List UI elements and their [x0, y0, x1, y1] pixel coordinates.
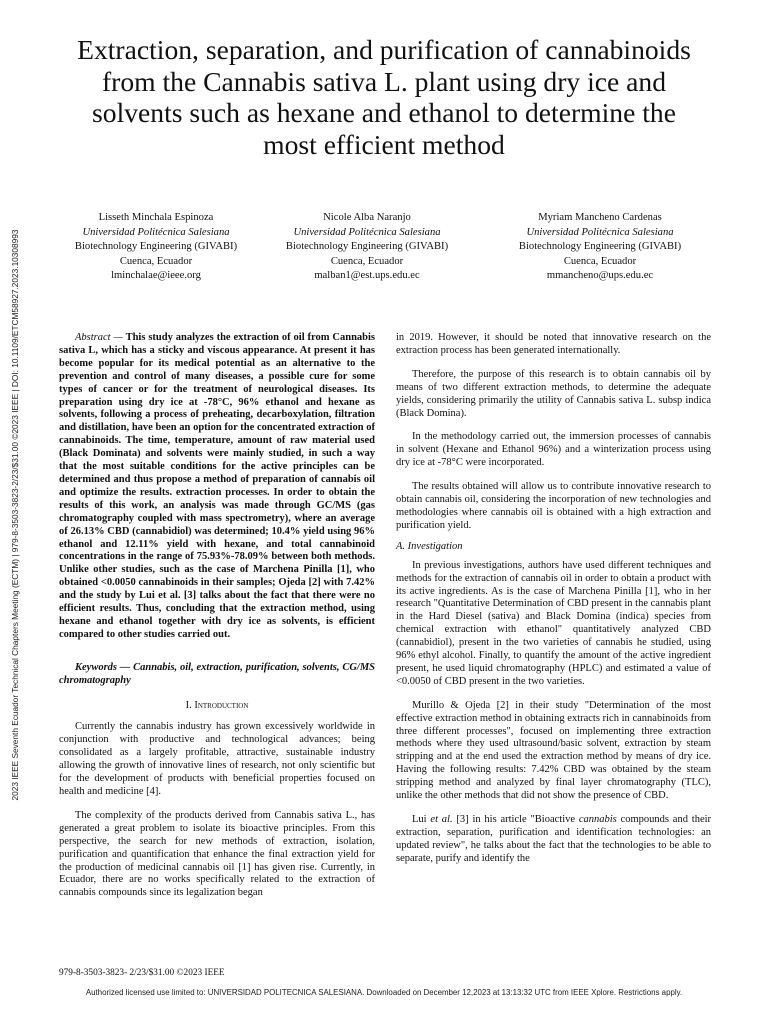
abstract-text: This study analyzes the extraction of oil from Cannabis sativa L, which has a sticky and viscous appearance. At present it has become popular for its medical potential as an alternative to the prevention and control of many diseases, a possible cure for some types of cancer or for the treatment of neurological diseases. Its preparation using dry ice at -78°C, 96% ethanol and hexane as solvents, following a process of preheating, decarboxylation, filtration and distillation, have been an option for the concentrated extraction of cannabinoids. The time, temperature, amount of raw material used (Black Dominata) and solvents were mainly studied, in such a way that the most suitable conditions for the active principles can be determined and thus propose a method of preparation of cannabis oil and optimize the results. extraction processes. In order to obtain the results of this work, an analysis was made through GC/MS (gas chromatography coupled with mass spectrometry), where an average of 26.13% CBD (cannabidiol) was determined; 10.4% yield using 96% ethanol and 12.11% yield with hexane, and total cannabinoid concentrations in the range of 75.93%-78.09% between both methods. Unlike other studies, such as the case of Marchena Pinilla [1], who obtained <0.0050 cannabinoids in their samples; Ojeda [2] with 7.42% and the study by Lui et al. [3] talks about the fact that there were no efficient results. Thus, concluding that the extraction method, using hexane and ethanol together with dry ice as solvents, is efficient compared to other studies carried out.: [59, 332, 376, 640]
author-city: Cuenca, Ecuador: [563, 255, 637, 267]
lui-author: Lui: [412, 814, 427, 825]
author-email: mmancheno@ups.edu.ec: [546, 270, 654, 282]
author-department: Biotechnology Engineering (GIVABI): [285, 241, 449, 253]
author-name: Myriam Mancheno Cardenas: [538, 212, 662, 223]
paper-title: Extraction, separation, and purification of cannabinoids from the Cannabis sativa L. plant using dry ice and solvents such as hexane and ethanol to determine the most efficient method: [77, 34, 691, 160]
section-title: Introduction: [194, 699, 249, 711]
right-column: [396, 332, 711, 866]
intro-paragraph-2: The complexity of the products derived from Cannabis sativa L., has generated a great problem to isolate its bioactive principles. From this perspective, the search for new methods of extraction, isolation, purification and quantification that enhance the final extraction yield for the production of medicinal cannabis oil [1] has given rise. Currently, in Ecuador, there are no works specifically related to the extraction of cannabis compounds since its legalization began: [59, 809, 375, 899]
author-block-3: [485, 211, 715, 284]
subsection-heading-investigation: A. Investigation: [396, 540, 463, 552]
license-notice: Authorized licensed use limited to: UNIVERSIDAD POLITECNICA SALESIANA. Downloaded on December 12,2023 at 13:13:32 UTC from IEEE Xplore. Restrictions apply.: [85, 988, 683, 997]
lui-italic-word: cannabis: [578, 814, 617, 825]
author-name: Lisseth Minchala Espinoza: [98, 212, 214, 223]
author-email: lminchalae@ieee.org: [111, 270, 201, 282]
author-affiliation: Universidad Politécnica Salesiana: [526, 226, 674, 238]
author-email: malban1@est.ups.edu.ec: [314, 270, 420, 282]
investigation-paragraph-1: In previous investigations, authors have used different techniques and methods for the extraction of cannabis oil in order to obtain a product with its active ingredients. As is the case of Marchena Pinilla [1], who in her research "Quantitative Determination of CBD present in the cannabis plant in the Hard Diesel (sativa) and Black Domina (indica) species from chemical extraction with ethanol" quantitatively analyzed CBD (cannabidiol), present in the two varieties of cannabis he studied, using 96% ethyl alcohol. Finally, to quantify the amount of the active ingredient present, he used liquid chromatography (HPLC) and estimated a value of <0.0050 of CBD present in the two varieties.: [396, 559, 711, 687]
methodology-paragraph: In the methodology carried out, the immersion processes of cannabis in solvent (Hexane and Ethanol 96%) and a winterization process using dry ice at -78°C were incorporated.: [396, 431, 711, 469]
author-department: Biotechnology Engineering (GIVABI): [74, 241, 238, 253]
copyright-footer: 979-8-3503-3823- 2/23/$31.00 ©2023 IEEE: [59, 968, 225, 978]
abstract: [59, 332, 375, 642]
side-citation-strip: [8, 205, 22, 825]
results-paragraph: The results obtained will allow us to contribute innovative research to obtain cannabis oil, considering the incorporation of new technologies and methodologies where cannabis oil is obtained with a high extraction and purification yield.: [396, 481, 711, 531]
author-affiliation: Universidad Politécnica Salesiana: [293, 226, 441, 238]
author-name: Nicole Alba Naranjo: [323, 212, 411, 223]
intro-paragraph-1: Currently the cannabis industry has grown excessively worldwide in conjunction with productive and technological advances; being consolidated as a largely profitable, attractive, sustainable industry allowing the growth of innovative lines of research, not only scientific but for the development of products with beneficial properties focused on health and medicine [4].: [59, 721, 375, 797]
left-column: [59, 332, 375, 900]
purpose-paragraph: Therefore, the purpose of this research is to obtain cannabis oil by means of two different extraction methods, to determine the adequate yields, considering primarily the utility of Cannabis sativa L. subsp indica (Black Domina).: [396, 368, 711, 419]
keywords-label: Keywords —: [75, 661, 131, 673]
keywords: [59, 662, 375, 688]
author-block-1: [41, 211, 271, 284]
lui-etal: et al.: [430, 814, 453, 825]
side-citation-text: 2023 IEEE Seventh Ecuador Technical Chapters Meeting (ECTM) | 979-8-3503-3823-2/23/$31.00 ©2023 IEEE | DOI: 10.1109/ETCM58927.2023.10308993: [10, 229, 20, 801]
section-heading-introduction: [59, 700, 375, 713]
lui-text-1: [3] in his article "Bioactive: [456, 814, 579, 825]
section-number: I.: [185, 699, 192, 711]
abstract-label: Abstract —: [75, 332, 123, 343]
lui-text-2: compounds and their extraction, separation, purification and identification technologies: an updated review", he talks about the fact that the technologies to be able to separate, purify and identify the: [396, 814, 712, 864]
author-department: Biotechnology Engineering (GIVABI): [518, 241, 682, 253]
author-block-2: [252, 211, 482, 284]
continued-paragraph: in 2019. However, it should be noted that innovative research on the extraction process has been generated internationally.: [396, 332, 711, 356]
lui-paragraph: [396, 814, 711, 866]
author-city: Cuenca, Ecuador: [119, 255, 193, 267]
investigation-paragraph-2: Murillo & Ojeda [2] in their study "Determination of the most effective extraction method in obtaining extracts rich in cannabinoids from three different processes", focused on implementing three extraction methods where they used ultrasound/basic solvent, extraction by steam stripping and at the end used the extraction method by means of dry ice. Having the following results: 7.42% CBD was obtained by the steam stripping method and analyzed by final layer chromatography (TLC), unlike the other methods that did not show the presence of CBD.: [396, 699, 711, 802]
author-affiliation: Universidad Politécnica Salesiana: [82, 226, 230, 238]
author-city: Cuenca, Ecuador: [330, 255, 404, 267]
keywords-text: Cannabis, oil, extraction, purification, solvents, CG/MS chromatography: [59, 661, 375, 686]
